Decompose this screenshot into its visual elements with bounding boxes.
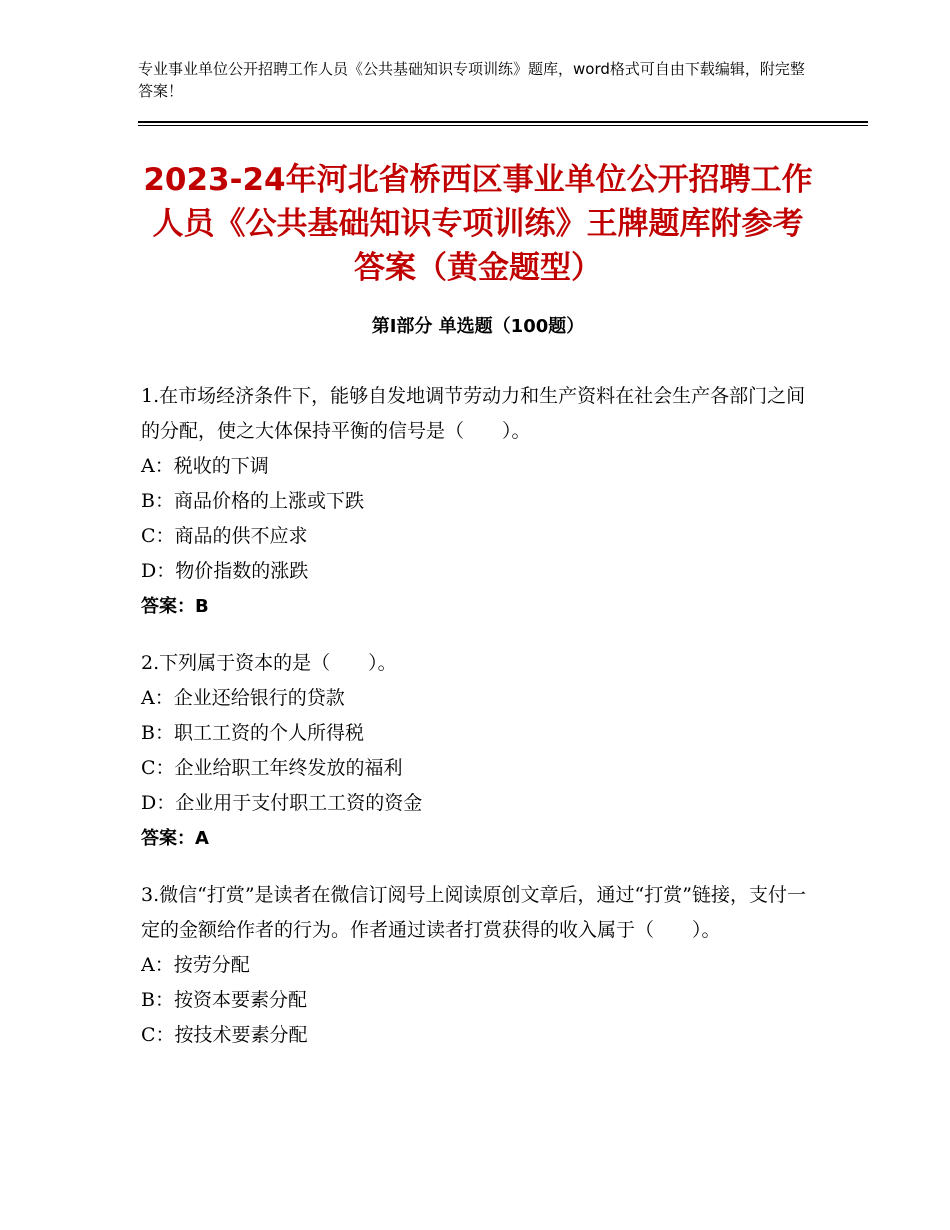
question-stem: 2.下列属于资本的是（ ）。 bbox=[141, 652, 397, 674]
question-option: D：企业用于支付职工工资的资金 bbox=[141, 792, 423, 814]
question-option: A：按劳分配 bbox=[141, 954, 250, 976]
question-1 bbox=[141, 379, 821, 624]
question-option: C：企业给职工年终发放的福利 bbox=[141, 757, 403, 779]
question-stem: 1.在市场经济条件下，能够自发地调节劳动力和生产资料在社会生产各部门之间的分配，使之大体保持平衡的信号是（ ）。 bbox=[141, 385, 806, 442]
header-rule-thick bbox=[138, 121, 868, 123]
question-option: A：税收的下调 bbox=[141, 455, 269, 477]
question-3 bbox=[141, 878, 821, 1053]
question-option: B：职工工资的个人所得税 bbox=[141, 722, 364, 744]
question-answer: 答案：A bbox=[141, 828, 209, 849]
header-rule-thin bbox=[138, 125, 868, 126]
question-option: C：商品的供不应求 bbox=[141, 525, 308, 547]
question-option: B：按资本要素分配 bbox=[141, 989, 307, 1011]
document-title: 2023-24年河北省桥西区事业单位公开招聘工作人员《公共基础知识专项训练》王牌题库附参考答案（黄金题型） bbox=[143, 162, 813, 286]
section-title: 第Ⅰ部分 单选题（100题） bbox=[371, 316, 585, 337]
question-list bbox=[141, 379, 821, 1075]
question-option: D：物价指数的涨跌 bbox=[141, 560, 309, 582]
question-stem: 3.微信“打赏”是读者在微信订阅号上阅读原创文章后，通过“打赏”链接，支付一定的金额给作者的行为。作者通过读者打赏获得的收入属于（ ）。 bbox=[141, 884, 806, 941]
question-2 bbox=[141, 646, 821, 856]
question-option: C：按技术要素分配 bbox=[141, 1024, 308, 1046]
question-option: A：企业还给银行的贷款 bbox=[141, 687, 345, 709]
question-option: B：商品价格的上涨或下跌 bbox=[141, 490, 364, 512]
question-answer: 答案：B bbox=[141, 596, 209, 617]
header-note: 专业事业单位公开招聘工作人员《公共基础知识专项训练》题库，word格式可自由下载编辑，附完整答案！ bbox=[138, 60, 805, 100]
